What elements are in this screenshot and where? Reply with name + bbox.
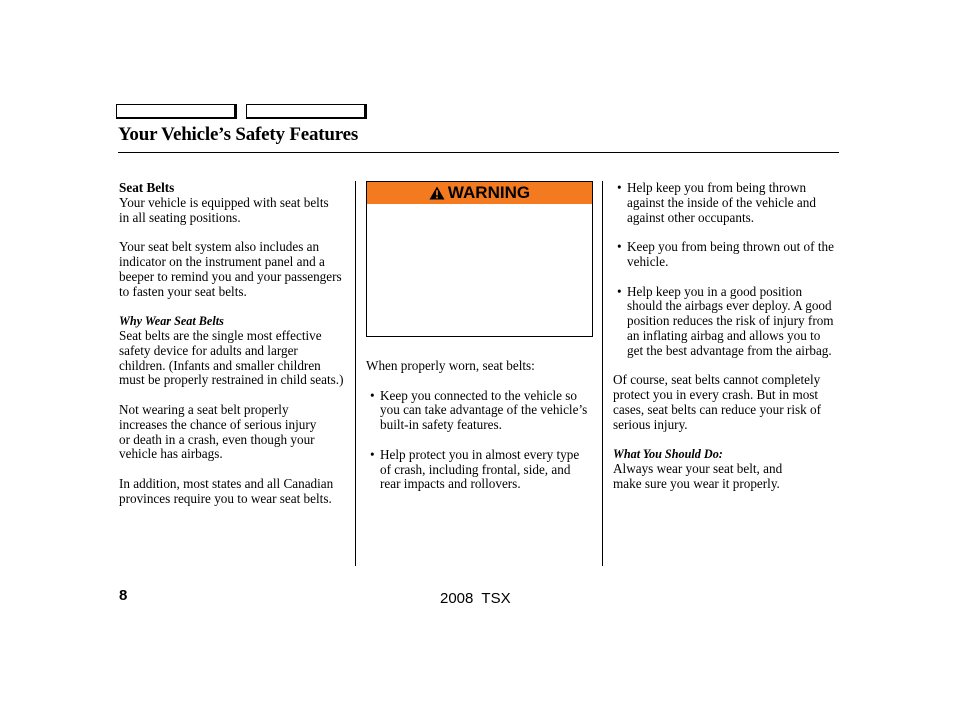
paragraph: Your vehicle is equipped with seat belts in all seating positions. (119, 194, 329, 225)
paragraph: Seat belts are the single most effective safety device for adults and larger children. (Infants and smaller children must be properly restrained in child seats.) (119, 327, 344, 388)
page-title: Your Vehicle’s Safety Features (118, 124, 359, 145)
column-1 (119, 181, 347, 507)
paragraph: In addition, most states and all Canadian provinces require you to wear seat belts. (119, 475, 334, 506)
paragraph: When properly worn, seat belts: (366, 358, 535, 373)
paragraph: Always wear your seat belt, and make sure you wear it properly. (613, 461, 783, 491)
paragraph: Your seat belt system also includes an indicator on the instrument panel and a beeper to remind you and your passengers to fasten your seat belts. (119, 239, 342, 299)
warning-label: WARNING (447, 183, 531, 202)
list-item: • Keep you from being thrown out of the vehicle. (617, 240, 839, 270)
column-3 (613, 181, 839, 492)
column-divider (602, 181, 603, 566)
warning-header (367, 182, 592, 204)
title-rule (118, 152, 839, 153)
list-item: • Keep you connected to the vehicle so you can take advantage of the vehicle’s built-in safety features. (370, 389, 592, 433)
paragraph: Of course, seat belts cannot completely protect you in every crash. But in most cases, seat belts can reduce your risk of serious injury. (613, 372, 821, 432)
warning-box (366, 181, 593, 337)
nav-tab-1[interactable] (116, 104, 237, 119)
list-item: • Help keep you in a good position should the airbags ever deploy. A good position reduces the risk of injury from an inflating airbag and allows you to get the best advantage from the airbag. (617, 285, 839, 359)
what-you-should-do-heading: What You Should Do: (613, 447, 723, 462)
bullet-list (613, 181, 839, 359)
footer-model: 2008 TSX (440, 590, 511, 607)
seat-belts-heading: Seat Belts (119, 180, 175, 195)
warning-triangle-icon (429, 186, 445, 200)
column-divider (355, 181, 356, 566)
why-wear-heading: Why Wear Seat Belts (119, 314, 224, 329)
bullet-list (366, 389, 594, 493)
column-2 (366, 359, 594, 492)
page-number: 8 (119, 587, 128, 604)
list-item: • Help protect you in almost every type of crash, including frontal, side, and rear impacts and rollovers. (370, 448, 592, 492)
nav-tab-2[interactable] (246, 104, 367, 119)
list-item: • Help keep you from being thrown against the inside of the vehicle and against other occupants. (617, 181, 839, 225)
paragraph: Not wearing a seat belt properly increases the chance of serious injury or death in a crash, even though your vehicle has airbags. (119, 401, 317, 462)
